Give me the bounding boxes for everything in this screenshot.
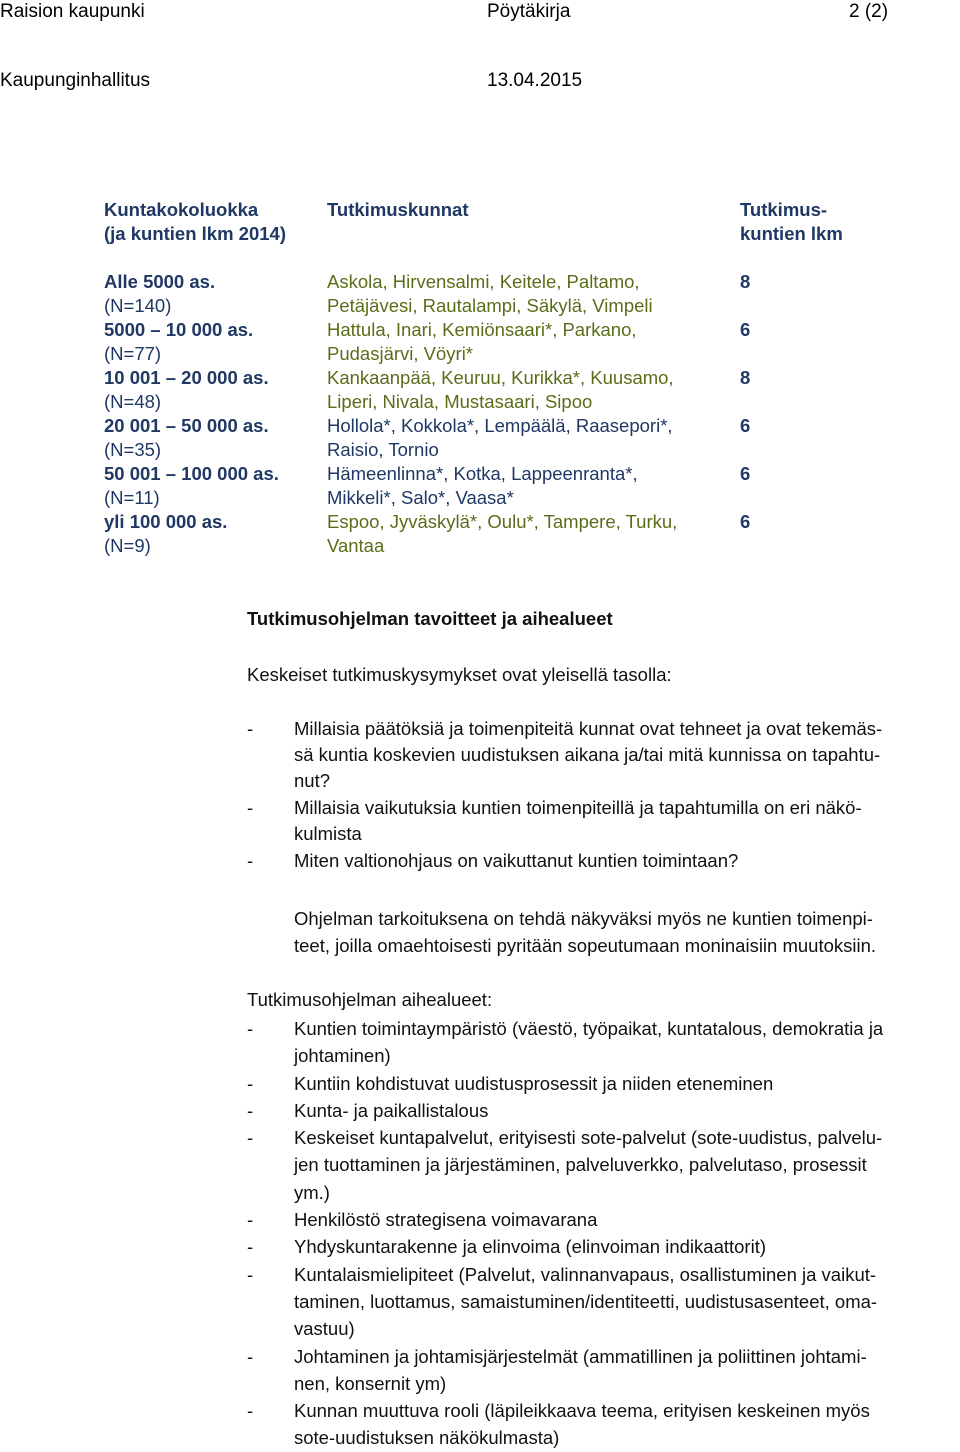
- section-title: Tutkimusohjelman tavoitteet ja aihealueet: [247, 608, 613, 629]
- table-row: [104, 510, 864, 558]
- list-item-line: Yhdyskuntarakenne ja elinvoima (elinvoiman indikaattorit): [294, 1236, 766, 1258]
- municipalities-line: Pudasjärvi, Vöyri*: [327, 343, 474, 364]
- table-row: [104, 414, 864, 462]
- questions-list: [247, 716, 957, 874]
- list-dash: -: [247, 797, 254, 818]
- purpose-line: teet, joilla omaehtoisesti pyritään sopeutumaan moninaisiin muutoksiin.: [294, 935, 877, 956]
- list-item: [247, 1015, 957, 1070]
- list-item: [247, 1261, 957, 1343]
- size-class-count: (N=9): [104, 535, 151, 556]
- size-class: 50 001 – 100 000 as.: [104, 463, 279, 484]
- list-item-line: Millaisia vaikutuksia kuntien toimenpiteillä ja tapahtumilla on eri näkö-: [294, 797, 862, 818]
- size-class-cell: [104, 462, 319, 510]
- municipalities-line: Hämeenlinna*, Kotka, Lappeenranta*,: [327, 463, 638, 484]
- list-item: [247, 1206, 957, 1233]
- count-cell: 8: [740, 271, 751, 292]
- municipalities-line: Askola, Hirvensalmi, Keitele, Paltamo,: [327, 271, 640, 292]
- table-row: [104, 318, 864, 366]
- list-item-line: jen tuottaminen ja järjestäminen, palveluverkko, palvelutaso, prosessit: [294, 1154, 867, 1176]
- list-item-line: kulmista: [294, 823, 362, 844]
- header-city: Raision kaupunki: [0, 1, 145, 22]
- list-item-line: vastuu): [294, 1318, 355, 1340]
- list-dash: -: [247, 1099, 254, 1121]
- municipalities-line: Raisio, Tornio: [327, 439, 439, 460]
- size-class: 5000 – 10 000 as.: [104, 319, 254, 340]
- count-cell: 6: [740, 511, 751, 532]
- municipalities-line: Petäjävesi, Rautalampi, Säkylä, Vimpeli: [327, 295, 653, 316]
- list-item-line: Keskeiset kuntapalvelut, erityisesti sote-palvelut (sote-uudistus, palvelu-: [294, 1127, 883, 1149]
- list-item: [247, 1097, 957, 1124]
- table-row: [104, 270, 864, 318]
- header-doc-type: Pöytäkirja: [487, 1, 571, 22]
- list-item: [247, 1343, 957, 1398]
- col1-header-line1: Kuntakokoluokka: [104, 199, 259, 220]
- list-item-line: Kunta- ja paikallistalous: [294, 1099, 489, 1121]
- list-item-line: Millaisia päätöksiä ja toimenpiteitä kunnat ovat tehneet ja ovat tekemäs-: [294, 718, 883, 739]
- list-item-line: sä kuntia koskevien uudistuksen aikana ja/tai mitä kunnissa on tapahtu-: [294, 744, 881, 765]
- list-dash: -: [247, 1018, 254, 1039]
- list-item-line: Kunnan muuttuva rooli (läpileikkaava teema, erityisen keskeinen myös: [294, 1400, 870, 1422]
- municipalities-line: Kankaanpää, Keuruu, Kurikka*, Kuusamo,: [327, 367, 674, 388]
- table-row: [104, 462, 864, 510]
- count-cell: 8: [740, 367, 751, 388]
- table-row: [104, 366, 864, 414]
- topics-list: [247, 1015, 957, 1452]
- list-dash: -: [247, 1236, 254, 1258]
- size-class: 20 001 – 50 000 as.: [104, 415, 269, 436]
- count-cell: 6: [740, 319, 751, 340]
- col3-header-line2: kuntien lkm: [740, 223, 843, 244]
- list-item-line: sote-uudistuksen näkökulmasta): [294, 1427, 560, 1449]
- purpose-line: Ohjelman tarkoituksena on tehdä näkyväksi myös ne kuntien toimenpi-: [294, 908, 873, 929]
- size-class-count: (N=140): [104, 295, 172, 316]
- municipalities-line: Espoo, Jyväskylä*, Oulu*, Tampere, Turku,: [327, 511, 678, 532]
- list-dash: -: [247, 850, 254, 871]
- list-dash: -: [247, 718, 254, 739]
- size-class-cell: [104, 366, 319, 414]
- size-class-cell: [104, 270, 319, 318]
- municipalities-cell: [327, 366, 737, 414]
- municipalities-cell: [327, 318, 737, 366]
- size-class: yli 100 000 as.: [104, 511, 228, 532]
- list-item: [247, 795, 957, 847]
- col1-header-line2: (ja kuntien lkm 2014): [104, 223, 286, 244]
- list-item: [247, 1124, 957, 1206]
- size-class-cell: [104, 414, 319, 462]
- list-item-line: Kuntiin kohdistuvat uudistusprosessit ja niiden eteneminen: [294, 1072, 774, 1094]
- list-dash: -: [247, 1127, 254, 1149]
- list-dash: -: [247, 1072, 254, 1094]
- list-dash: -: [247, 1263, 254, 1285]
- municipalities-cell: [327, 414, 737, 462]
- header-date: 13.04.2015: [487, 70, 583, 91]
- size-class-count: (N=35): [104, 439, 162, 460]
- list-item-line: Miten valtionohjaus on vaikuttanut kuntien toimintaan?: [294, 850, 739, 871]
- municipalities-line: Vantaa: [327, 535, 385, 556]
- col3-header: [740, 198, 843, 246]
- list-item-line: Henkilöstö strategisena voimavarana: [294, 1209, 598, 1231]
- list-item-line: Johtaminen ja johtamisjärjestelmät (ammatillinen ja poliittinen johtami-: [294, 1345, 867, 1367]
- municipalities-cell: [327, 462, 737, 510]
- list-dash: -: [247, 1209, 254, 1231]
- col1-header: [104, 198, 286, 246]
- size-class-cell: [104, 510, 319, 558]
- municipalities-cell: [327, 510, 737, 558]
- count-cell: 6: [740, 463, 751, 484]
- municipalities-cell: [327, 270, 737, 318]
- size-class-count: (N=77): [104, 343, 162, 364]
- municipalities-line: Hollola*, Kokkola*, Lempäälä, Raasepori*,: [327, 415, 673, 436]
- list-dash: -: [247, 1400, 254, 1422]
- count-cell: 6: [740, 415, 751, 436]
- header-body: Kaupunginhallitus: [0, 70, 151, 91]
- purpose-paragraph: [294, 906, 876, 959]
- list-item: [247, 1070, 957, 1097]
- col2-header: Tutkimuskunnat: [327, 199, 469, 220]
- list-item-line: ym.): [294, 1181, 330, 1203]
- list-item-line: Kuntalaismielipiteet (Palvelut, valinnanvapaus, osallistuminen ja vaikut-: [294, 1263, 877, 1285]
- size-class-count: (N=48): [104, 391, 162, 412]
- size-class: Alle 5000 as.: [104, 271, 216, 292]
- list-item: [247, 1233, 957, 1260]
- header-page-number: 2 (2): [849, 1, 889, 22]
- list-item: [247, 848, 957, 874]
- list-item-line: johtaminen): [294, 1045, 391, 1067]
- municipalities-line: Mikkeli*, Salo*, Vaasa*: [327, 487, 514, 508]
- size-class: 10 001 – 20 000 as.: [104, 367, 269, 388]
- list-item: [247, 1397, 957, 1452]
- section-intro: Keskeiset tutkimuskysymykset ovat yleisellä tasolla:: [247, 664, 672, 685]
- list-item-line: nen, konsernit ym): [294, 1372, 447, 1394]
- col3-header-line1: Tutkimus-: [740, 199, 828, 220]
- list-dash: -: [247, 1345, 254, 1367]
- size-class-cell: [104, 318, 319, 366]
- list-item-line: Kuntien toimintaympäristö (väestö, työpaikat, kuntatalous, demokratia ja: [294, 1018, 884, 1039]
- municipalities-line: Liperi, Nivala, Mustasaari, Sipoo: [327, 391, 593, 412]
- list-item-line: taminen, luottamus, samaistuminen/identiteetti, uudistusasenteet, oma-: [294, 1290, 878, 1312]
- list-item: [247, 716, 957, 794]
- municipalities-line: Hattula, Inari, Kemiönsaari*, Parkano,: [327, 319, 637, 340]
- list-item-line: nut?: [294, 770, 331, 791]
- size-class-count: (N=11): [104, 487, 160, 508]
- topics-title: Tutkimusohjelman aihealueet:: [247, 989, 493, 1010]
